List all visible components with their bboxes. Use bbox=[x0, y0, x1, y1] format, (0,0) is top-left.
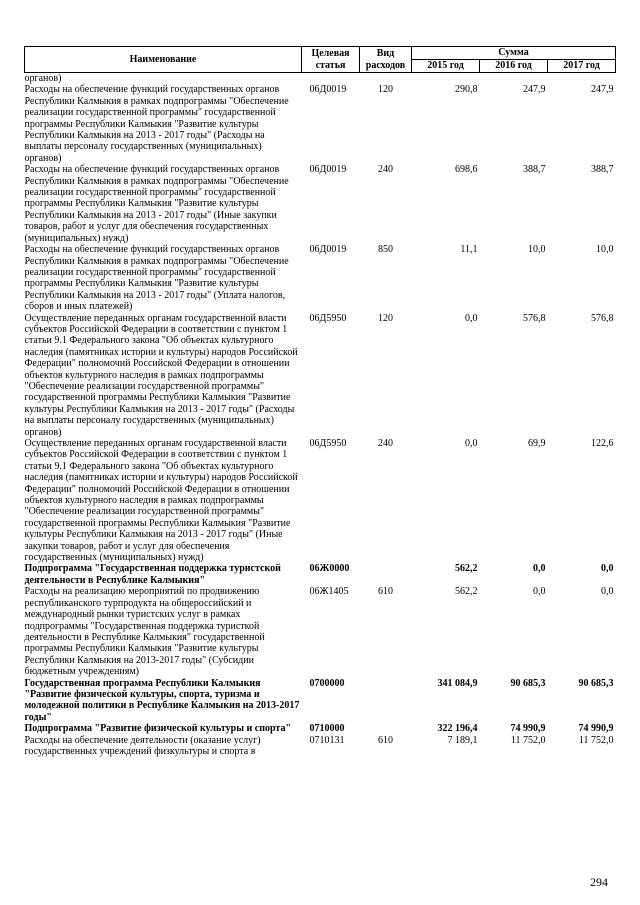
row-2015: 0,0 bbox=[465, 438, 478, 449]
row-2015: 11,1 bbox=[460, 244, 478, 256]
header-2017: 2017 год bbox=[548, 60, 616, 73]
row-2017: 0,0 bbox=[601, 586, 614, 598]
header-2016: 2016 год bbox=[480, 60, 548, 73]
row-type: 610 bbox=[378, 586, 393, 598]
table-row bbox=[25, 164, 616, 244]
table-row bbox=[25, 438, 616, 563]
row-target: 06Д5950 bbox=[309, 438, 347, 449]
row-2015: 562,2 bbox=[455, 586, 478, 598]
row-target: 06Д0019 bbox=[309, 164, 347, 176]
row-2015: 290,8 bbox=[455, 84, 478, 96]
table-row bbox=[25, 586, 616, 677]
row-name: Расходы на обеспечение функций государственных органов Республики Калмыкия в рамках подпрограммы "Обеспечение реализации государственной программы" государственной программы Республики Калмыкия "Развитие культуры Республики Калмыкия на 2013 - 2017 годы" (Иные закупки товаров, работ и услуг для обеспечения государственных (муниципальных) нужд) bbox=[24, 164, 289, 244]
header-name: Наименование bbox=[25, 47, 302, 73]
row-2016: 388,7 bbox=[523, 164, 546, 176]
row-target: 0710131 bbox=[309, 734, 345, 746]
row-type: 120 bbox=[378, 84, 393, 96]
table-row bbox=[25, 678, 616, 724]
budget-table-container bbox=[24, 46, 615, 757]
row-type bbox=[360, 563, 412, 586]
row-2015: 698,6 bbox=[455, 164, 478, 176]
row-name: органов) bbox=[24, 73, 62, 84]
header-target: Целевая статья bbox=[302, 47, 360, 73]
row-2015: 322 196,4 bbox=[437, 723, 478, 735]
row-2016: 10,0 bbox=[528, 244, 546, 256]
row-type: 240 bbox=[378, 164, 393, 176]
table-row bbox=[25, 563, 616, 586]
row-2017 bbox=[548, 73, 616, 85]
row-2016: 90 685,3 bbox=[510, 677, 546, 689]
header-sum: Сумма bbox=[412, 47, 616, 60]
table-row bbox=[25, 735, 616, 758]
row-type: 120 bbox=[378, 312, 393, 324]
header-type: Вид расходов bbox=[360, 47, 412, 73]
page-number: 294 bbox=[590, 875, 608, 889]
row-name: Государственная программа Республики Калмыкия "Развитие физической культуры, спорта, туризма и молодежной политики в Республике Калмыкия на 2013-2017 годы" bbox=[24, 677, 300, 723]
row-name: Расходы на обеспечение функций государственных органов Республики Калмыкия в рамках подпрограммы "Обеспечение реализации государственной программы" государственной программы Республики Калмыкия "Развитие культуры Республики Калмыкия на 2013 - 2017 годы" (Расходы на выплаты персоналу государственных (муниципальных) органов) bbox=[24, 84, 289, 164]
row-2017: 247,9 bbox=[591, 84, 614, 96]
row-2016 bbox=[480, 73, 548, 85]
row-name: Расходы на реализацию мероприятий по продвижению республиканского турпродукта на общероссийский и международный рынки туристских услуг в рамках подпрограммы "Государственная поддержка туристкой деятельности в Республике Калмыкия" государственной программы Республики Калмыкия "Развитие культуры Республики Калмыкия на 2013-2017 годы" (Субсидии бюджетным учреждениям) bbox=[24, 586, 265, 678]
row-2017: 122,6 bbox=[591, 438, 614, 449]
row-type bbox=[360, 723, 412, 734]
row-target: 06Д5950 bbox=[309, 312, 347, 324]
row-2017: 576,8 bbox=[591, 312, 614, 324]
row-type: 850 bbox=[378, 244, 393, 256]
row-2017: 11 752,0 bbox=[578, 734, 614, 746]
row-2016: 69,9 bbox=[528, 438, 546, 449]
row-target: 0710000 bbox=[309, 723, 345, 735]
row-2017: 90 685,3 bbox=[578, 677, 614, 689]
row-2015: 562,2 bbox=[455, 563, 478, 575]
row-target: 0700000 bbox=[309, 677, 345, 689]
row-name: Расходы на обеспечение функций государственных органов Республики Калмыкия в рамках подпрограммы "Обеспечение реализации государственной программы" государственной программы Республики Калмыкия "Развитие культуры Республики Калмыкия на 2013 - 2017 годы" (Уплата налогов, сборов и иных платежей) bbox=[24, 244, 289, 313]
table-row bbox=[25, 313, 616, 438]
table-row bbox=[25, 723, 616, 734]
row-2017: 74 990,9 bbox=[578, 723, 614, 735]
row-target: 06Ж1405 bbox=[309, 586, 349, 598]
row-type bbox=[360, 678, 412, 724]
row-type: 240 bbox=[378, 438, 393, 449]
table-row bbox=[25, 244, 616, 312]
table-body bbox=[25, 73, 616, 758]
row-2017: 0,0 bbox=[601, 563, 614, 575]
row-type: 610 bbox=[378, 734, 393, 746]
header-2015: 2015 год bbox=[412, 60, 480, 73]
row-2016: 74 990,9 bbox=[510, 723, 546, 735]
row-target: 06Ж0000 bbox=[309, 563, 350, 575]
table-header bbox=[25, 47, 616, 73]
row-2017: 388,7 bbox=[591, 164, 614, 176]
table-row bbox=[25, 73, 616, 85]
row-2015 bbox=[412, 73, 480, 85]
row-2015: 7 189,1 bbox=[447, 734, 478, 746]
row-name: Подпрограмма "Государственная поддержка туристской деятельности в Республике Калмыкия" bbox=[24, 563, 281, 586]
row-target: 06Д0019 bbox=[309, 244, 347, 256]
row-2017: 10,0 bbox=[596, 244, 614, 256]
row-2016: 0,0 bbox=[533, 586, 546, 598]
row-type bbox=[360, 73, 412, 85]
row-2016: 576,8 bbox=[523, 312, 546, 324]
row-2015: 0,0 bbox=[465, 312, 478, 324]
row-2016: 11 752,0 bbox=[510, 734, 546, 746]
row-name: Осуществление переданных органам государственной власти субъектов Российской Федерации в соответствии с пунктом 1 статьи 9.1 Федерального закона "Об объектах культурного наследия (памятниках истории и культуры) народов Российской Федерации" полномочий Российской Федерации в отношении объектов культурного наследия в рамках подпрограммы "Обеспечение реализации государственной программы" государственной программы Республики Калмыкия "Развитие культуры Республики Калмыкия на 2013 - 2017 годы" (Расходы на выплаты персоналу государственных (муниципальных) органов) bbox=[24, 312, 298, 438]
row-name: Осуществление переданных органам государственной власти субъектов Российской Федерации в соответствии с пунктом 1 статьи 9.1 Федерального закона "Об объектах культурного наследия (памятниках истории и культуры) народов Российской Федерации" полномочий Российской Федерации в отношении объектов культурного наследия в рамках подпрограммы "Обеспечение реализации государственной программы" государственной программы Республики Калмыкия "Развитие культуры Республики Калмыкия на 2013 - 2017 годы" (Иные закупки товаров, работ и услуг для обеспечения государственных (муниципальных) нужд) bbox=[24, 438, 298, 564]
row-name: Расходы на обеспечение деятельности (оказание услуг) государственных учреждений физкультуры и спорта в bbox=[24, 734, 261, 757]
table-row bbox=[25, 84, 616, 164]
row-2016: 247,9 bbox=[523, 84, 546, 96]
row-2016: 0,0 bbox=[533, 563, 546, 575]
row-target bbox=[302, 73, 360, 85]
row-2015: 341 084,9 bbox=[437, 677, 478, 689]
row-target: 06Д0019 bbox=[309, 84, 347, 96]
budget-table bbox=[24, 46, 616, 757]
row-name: Подпрограмма "Развитие физической культуры и спорта" bbox=[24, 723, 291, 735]
